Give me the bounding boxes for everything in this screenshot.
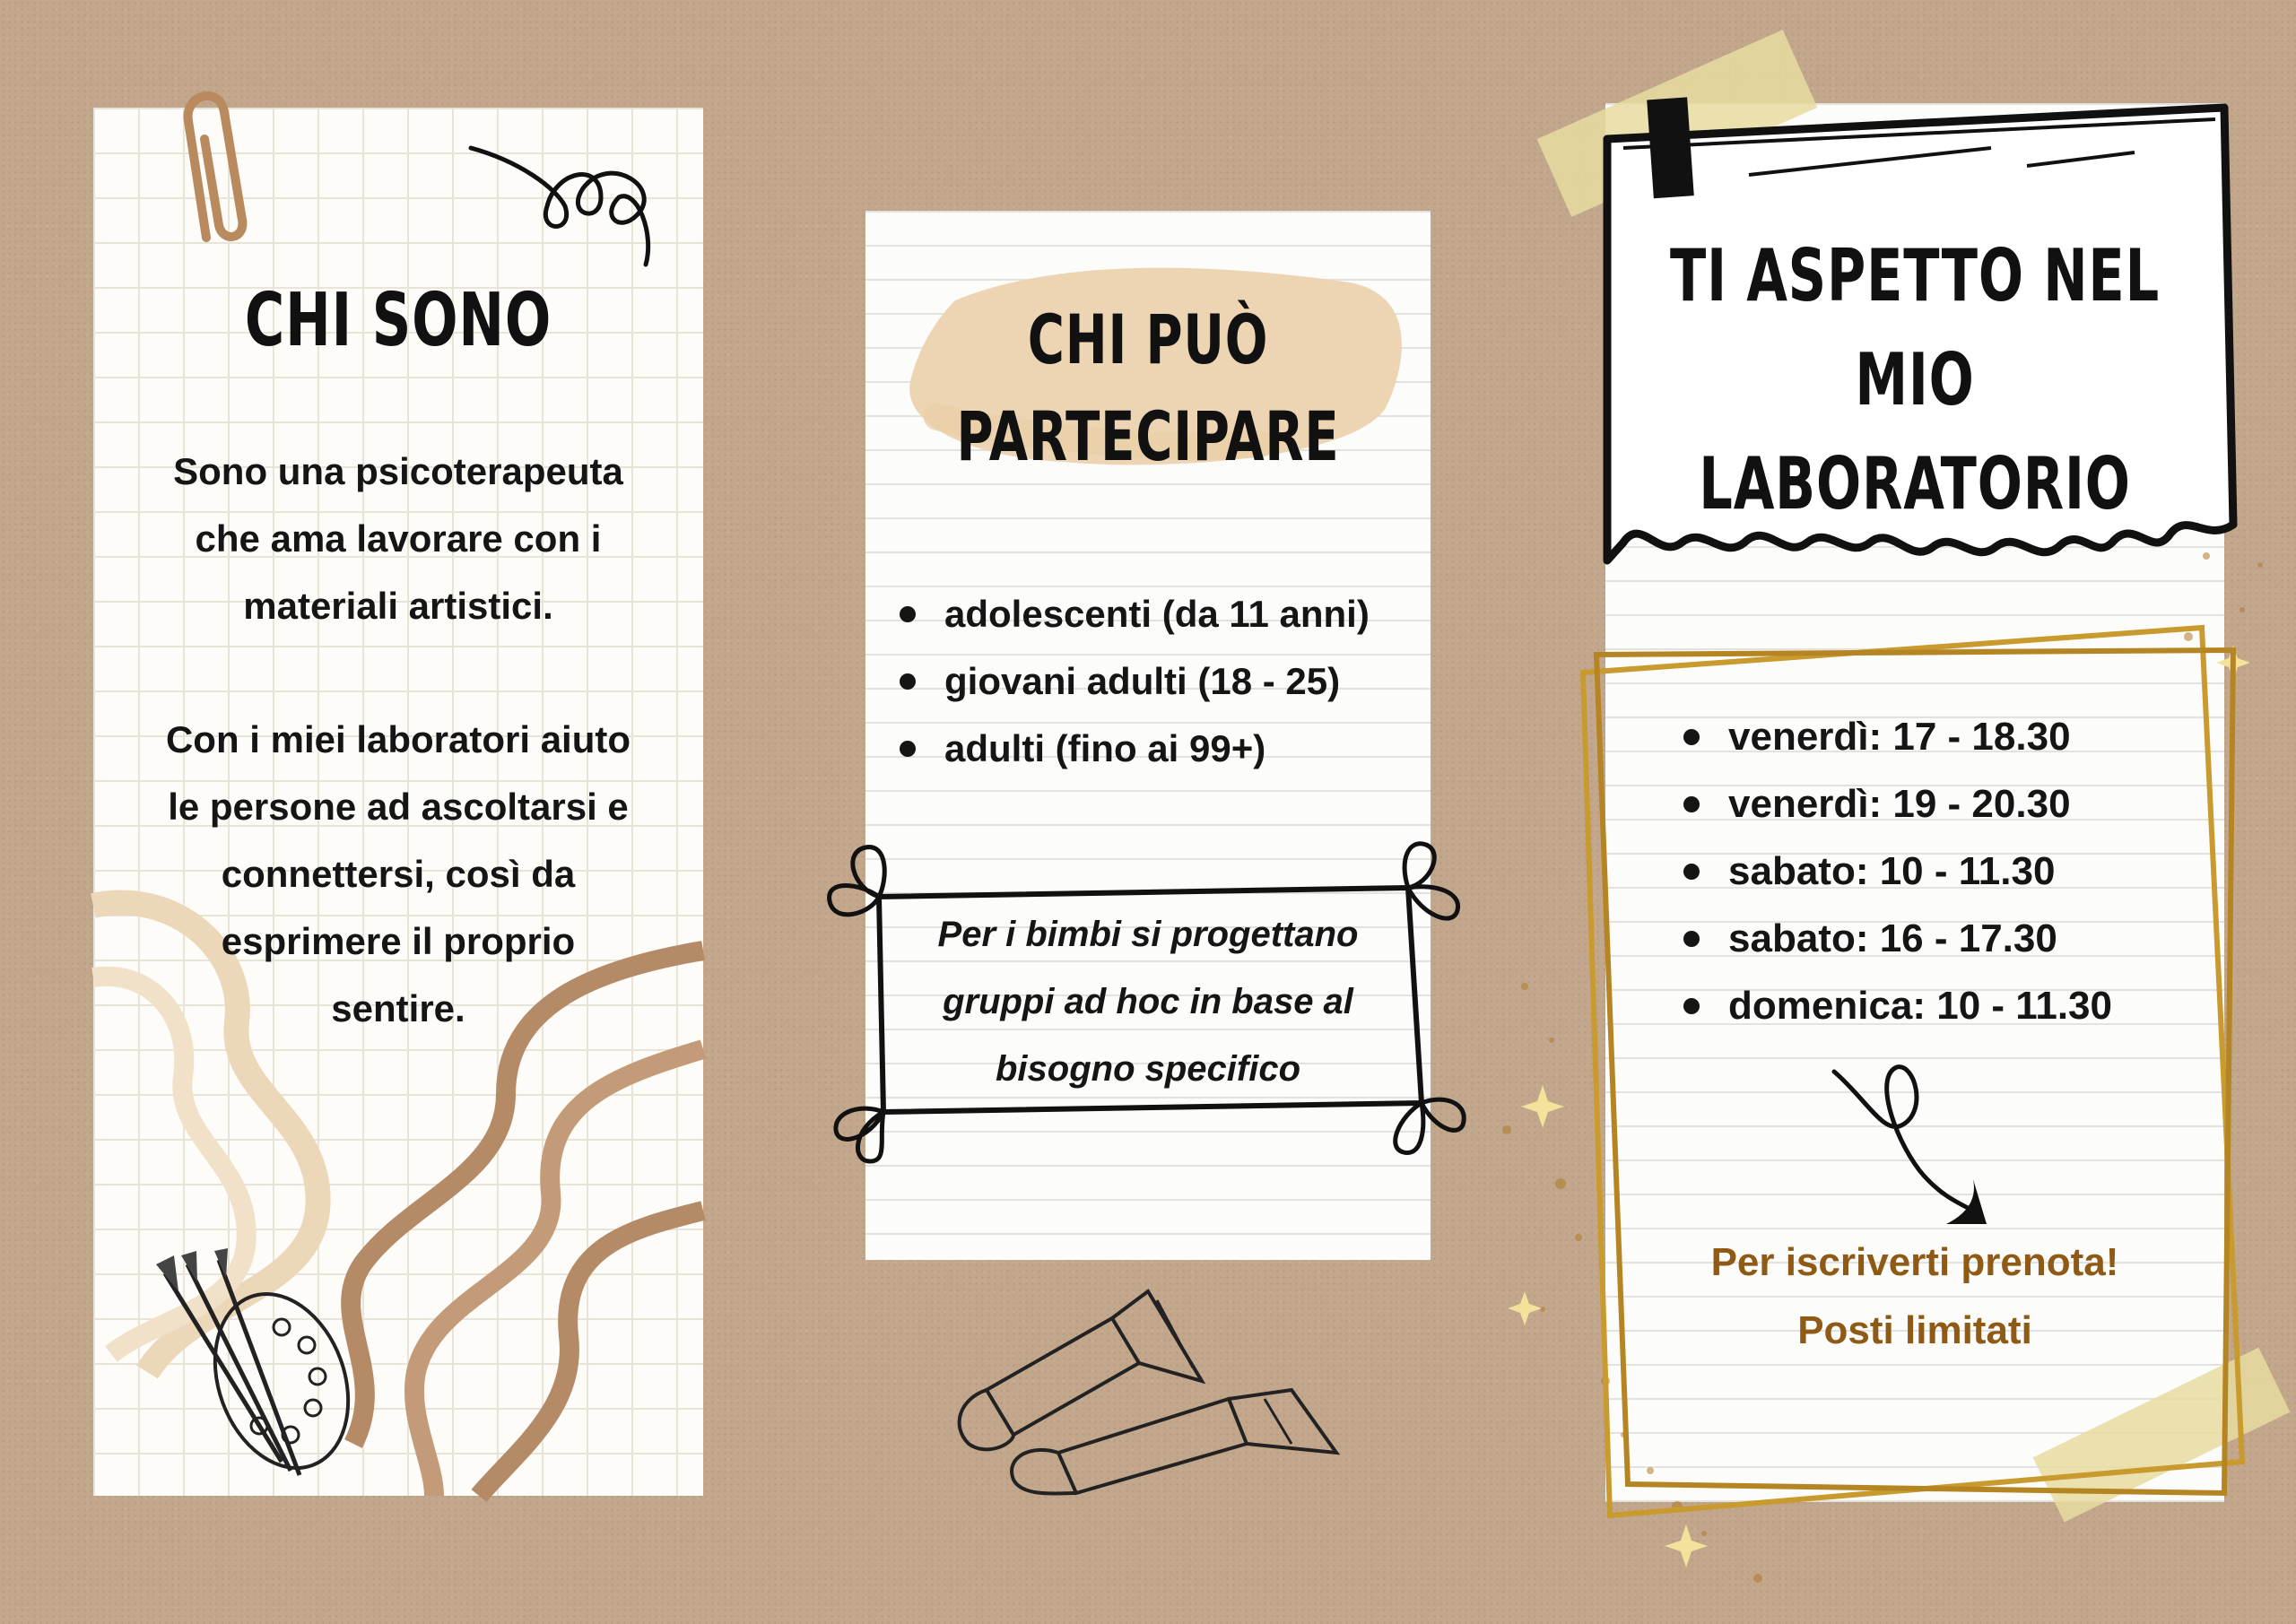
text-line: materiali artistici. xyxy=(243,585,553,627)
description-text xyxy=(93,706,703,1042)
title-line: CHI PUÒ xyxy=(1027,300,1269,379)
paperclip-icon xyxy=(179,85,269,256)
text-line: Per i bimbi si progettano xyxy=(937,915,1359,954)
list-item: giovani adulti (18 - 25) xyxy=(900,647,1370,715)
text-line: bisogno specifico xyxy=(995,1049,1301,1089)
page-title: CHI SONO xyxy=(244,278,552,363)
text-line: esprimere il proprio xyxy=(221,920,576,962)
left-panel xyxy=(93,108,703,1496)
list-item: domenica: 10 - 11.30 xyxy=(1683,972,2112,1039)
section-title xyxy=(917,291,1380,485)
list-item: adulti (fino ai 99+) xyxy=(900,715,1370,782)
squiggle-icon xyxy=(466,135,682,269)
curly-arrow-icon xyxy=(1830,1045,2009,1233)
palette-brushes-icon xyxy=(147,1255,380,1489)
cta-text xyxy=(1605,1229,2224,1365)
list-item: sabato: 10 - 11.30 xyxy=(1683,838,2112,905)
list-item: venerdì: 19 - 20.30 xyxy=(1683,770,2112,838)
audience-list xyxy=(900,580,1370,782)
signup-call: Per iscriverti prenota! xyxy=(1710,1240,2119,1284)
text-line: Con i miei laboratori aiuto xyxy=(165,718,631,760)
text-line: Sono una psicoterapeuta xyxy=(173,450,623,492)
text-line: connettersi, così da xyxy=(221,853,576,895)
paint-tubes-icon xyxy=(933,1264,1345,1498)
text-line: gruppi ad hoc in base al xyxy=(943,982,1353,1021)
limited-seats: Posti limitati xyxy=(1797,1308,2032,1352)
intro-text xyxy=(93,438,703,639)
text-line: che ama lavorare con i xyxy=(195,517,602,560)
text-line: sentire. xyxy=(331,987,465,1029)
ornament-frame xyxy=(825,834,1471,1166)
list-item: sabato: 16 - 17.30 xyxy=(1683,905,2112,972)
text-line: le persone ad ascoltarsi e xyxy=(168,786,629,828)
list-item: venerdì: 17 - 18.30 xyxy=(1683,703,2112,770)
title-line: LABORATORIO xyxy=(1699,442,2131,525)
title-line: PARTECIPARE xyxy=(956,396,1340,476)
list-item: adolescenti (da 11 anni) xyxy=(900,580,1370,647)
section-title xyxy=(1661,224,2169,536)
title-line: TI ASPETTO NEL MIO xyxy=(1669,234,2161,421)
schedule-list xyxy=(1683,703,2112,1039)
